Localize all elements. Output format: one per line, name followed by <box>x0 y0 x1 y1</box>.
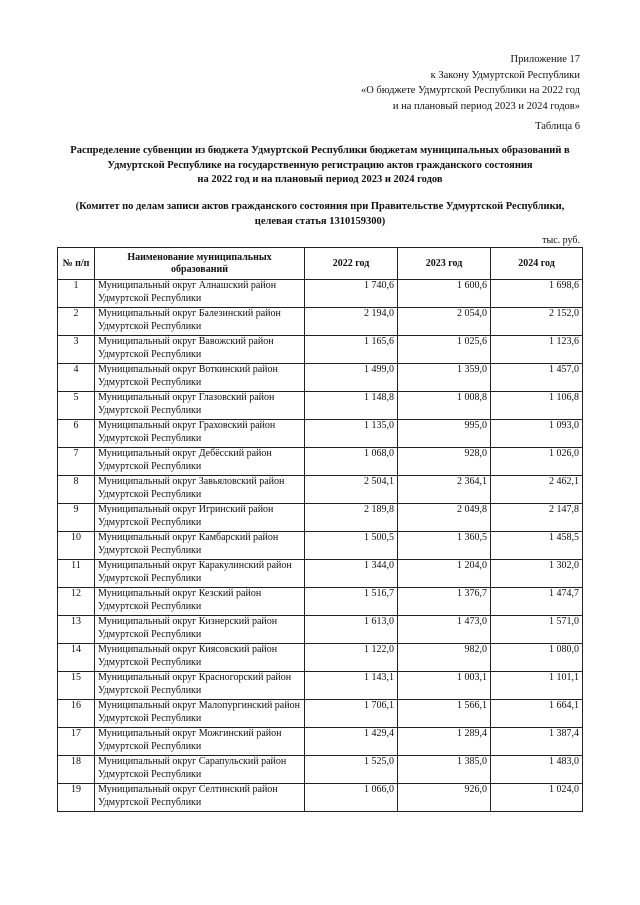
table-row <box>58 728 583 756</box>
value-2022-cell: 2 189,8 <box>305 504 398 532</box>
value-2024-cell: 1 093,0 <box>491 420 583 448</box>
col-header-2023: 2023 год <box>398 248 491 280</box>
value-2022-cell: 1 429,4 <box>305 728 398 756</box>
row-number-cell: 6 <box>58 420 95 448</box>
value-2023-cell: 1 003,1 <box>398 672 491 700</box>
row-number-cell: 14 <box>58 644 95 672</box>
municipality-name-cell: Муниципальный округ Глазовский район Удмуртской Республики <box>95 392 305 420</box>
col-header-num: № п/п <box>58 248 95 280</box>
value-2024-cell: 1 474,7 <box>491 588 583 616</box>
value-2023-cell: 1 008,8 <box>398 392 491 420</box>
value-2022-cell: 1 066,0 <box>305 784 398 812</box>
municipality-name-cell: Муниципальный округ Граховский район Удмуртской Республики <box>95 420 305 448</box>
municipality-name-cell: Муниципальный округ Селтинский район Удмуртской Республики <box>95 784 305 812</box>
value-2023-cell: 995,0 <box>398 420 491 448</box>
table-row <box>58 364 583 392</box>
row-number-cell: 10 <box>58 532 95 560</box>
col-header-name: Наименование муниципальных образований <box>95 248 305 280</box>
value-2022-cell: 1 706,1 <box>305 700 398 728</box>
value-2023-cell: 1 360,5 <box>398 532 491 560</box>
appendix-header <box>361 52 580 114</box>
row-number-cell: 9 <box>58 504 95 532</box>
row-number-cell: 12 <box>58 588 95 616</box>
table-row <box>58 420 583 448</box>
value-2023-cell: 1 025,6 <box>398 336 491 364</box>
row-number-cell: 5 <box>58 392 95 420</box>
table-row <box>58 392 583 420</box>
table-row <box>58 700 583 728</box>
subtitle-line: (Комитет по делам записи актов гражданского состояния при Правительстве Удмуртской Республики, <box>75 201 565 212</box>
row-number-cell: 1 <box>58 280 95 308</box>
value-2024-cell: 1 080,0 <box>491 644 583 672</box>
value-2024-cell: 1 387,4 <box>491 728 583 756</box>
appendix-line: «О бюджете Удмуртской Республики на 2022 год <box>360 85 580 96</box>
document-title <box>58 144 582 188</box>
value-2023-cell: 926,0 <box>398 784 491 812</box>
municipality-name-cell: Муниципальный округ Вавожский район Удмуртской Республики <box>95 336 305 364</box>
table-row <box>58 756 583 784</box>
row-number-cell: 19 <box>58 784 95 812</box>
appendix-line: к Закону Удмуртской Республики <box>430 69 580 81</box>
municipality-name-cell: Муниципальный округ Можгинский район Удмуртской Республики <box>95 728 305 756</box>
table-row <box>58 560 583 588</box>
value-2022-cell: 1 068,0 <box>305 448 398 476</box>
municipality-name-cell: Муниципальный округ Алнашский район Удмуртской Республики <box>95 280 305 308</box>
row-number-cell: 13 <box>58 616 95 644</box>
value-2024-cell: 2 462,1 <box>491 476 583 504</box>
value-2022-cell: 1 344,0 <box>305 560 398 588</box>
col-header-2022: 2022 год <box>305 248 398 280</box>
row-number-cell: 15 <box>58 672 95 700</box>
value-2022-cell: 1 740,6 <box>305 280 398 308</box>
row-number-cell: 17 <box>58 728 95 756</box>
row-number-cell: 2 <box>58 308 95 336</box>
municipality-name-cell: Муниципальный округ Воткинский район Удмуртской Республики <box>95 364 305 392</box>
value-2024-cell: 1 101,1 <box>491 672 583 700</box>
row-number-cell: 4 <box>58 364 95 392</box>
value-2023-cell: 2 054,0 <box>398 308 491 336</box>
table-row <box>58 616 583 644</box>
value-2024-cell: 1 457,0 <box>491 364 583 392</box>
municipality-name-cell: Муниципальный округ Кизнерский район Удмуртской Республики <box>95 616 305 644</box>
title-line: на 2022 год и на плановый период 2023 и 2024 годов <box>197 174 443 185</box>
table-row <box>58 644 583 672</box>
value-2024-cell: 1 458,5 <box>491 532 583 560</box>
municipality-name-cell: Муниципальный округ Малопургинский район Удмуртской Республики <box>95 700 305 728</box>
value-2022-cell: 1 500,5 <box>305 532 398 560</box>
document-subtitle <box>58 200 582 229</box>
row-number-cell: 3 <box>58 336 95 364</box>
row-number-cell: 16 <box>58 700 95 728</box>
value-2023-cell: 1 600,6 <box>398 280 491 308</box>
row-number-cell: 8 <box>58 476 95 504</box>
value-2022-cell: 1 148,8 <box>305 392 398 420</box>
value-2023-cell: 1 204,0 <box>398 560 491 588</box>
value-2024-cell: 2 152,0 <box>491 308 583 336</box>
value-2023-cell: 2 049,8 <box>398 504 491 532</box>
table-row <box>58 448 583 476</box>
value-2023-cell: 1 359,0 <box>398 364 491 392</box>
municipality-name-cell: Муниципальный округ Дебёсский район Удмуртской Республики <box>95 448 305 476</box>
value-2023-cell: 1 473,0 <box>398 616 491 644</box>
table-row <box>58 504 583 532</box>
value-2023-cell: 1 289,4 <box>398 728 491 756</box>
col-header-2024: 2024 год <box>491 248 583 280</box>
title-line: Распределение субвенции из бюджета Удмуртской Республики бюджетам муниципальных образований в <box>70 145 570 156</box>
value-2022-cell: 1 516,7 <box>305 588 398 616</box>
subvention-table <box>57 247 583 812</box>
municipality-name-cell: Муниципальный округ Каракулинский район Удмуртской Республики <box>95 560 305 588</box>
value-2022-cell: 1 525,0 <box>305 756 398 784</box>
value-2023-cell: 928,0 <box>398 448 491 476</box>
municipality-name-cell: Муниципальный округ Игринский район Удмуртской Республики <box>95 504 305 532</box>
value-2024-cell: 1 571,0 <box>491 616 583 644</box>
row-number-cell: 18 <box>58 756 95 784</box>
municipality-name-cell: Муниципальный округ Камбарский район Удмуртской Республики <box>95 532 305 560</box>
table-row <box>58 588 583 616</box>
row-number-cell: 7 <box>58 448 95 476</box>
value-2023-cell: 1 566,1 <box>398 700 491 728</box>
value-2024-cell: 1 024,0 <box>491 784 583 812</box>
municipality-name-cell: Муниципальный округ Завьяловский район Удмуртской Республики <box>95 476 305 504</box>
municipality-name-cell: Муниципальный округ Киясовский район Удмуртской Республики <box>95 644 305 672</box>
municipality-name-cell: Муниципальный округ Кезский район Удмуртской Республики <box>95 588 305 616</box>
table-row <box>58 532 583 560</box>
value-2022-cell: 1 143,1 <box>305 672 398 700</box>
value-2022-cell: 2 504,1 <box>305 476 398 504</box>
table-row <box>58 280 583 308</box>
value-2022-cell: 1 613,0 <box>305 616 398 644</box>
table-row <box>58 308 583 336</box>
value-2023-cell: 1 385,0 <box>398 756 491 784</box>
value-2024-cell: 1 123,6 <box>491 336 583 364</box>
value-2024-cell: 1 698,6 <box>491 280 583 308</box>
title-line: Удмуртской Республике на государственную регистрацию актов гражданского состояния <box>107 159 533 171</box>
row-number-cell: 11 <box>58 560 95 588</box>
table-row <box>58 672 583 700</box>
subtitle-line: целевая статья 1310159300) <box>254 215 386 227</box>
value-2024-cell: 1 664,1 <box>491 700 583 728</box>
municipality-name-cell: Муниципальный округ Балезинский район Удмуртской Республики <box>95 308 305 336</box>
value-2024-cell: 2 147,8 <box>491 504 583 532</box>
table-body <box>58 280 583 812</box>
value-2022-cell: 1 122,0 <box>305 644 398 672</box>
municipality-name-cell: Муниципальный округ Красногорский район Удмуртской Республики <box>95 672 305 700</box>
units-label: тыс. руб. <box>542 235 580 246</box>
value-2023-cell: 2 364,1 <box>398 476 491 504</box>
table-label: Таблица 6 <box>535 121 580 132</box>
value-2024-cell: 1 106,8 <box>491 392 583 420</box>
table-row <box>58 784 583 812</box>
value-2022-cell: 1 165,6 <box>305 336 398 364</box>
value-2024-cell: 1 302,0 <box>491 560 583 588</box>
table-row <box>58 476 583 504</box>
value-2023-cell: 1 376,7 <box>398 588 491 616</box>
value-2024-cell: 1 483,0 <box>491 756 583 784</box>
value-2024-cell: 1 026,0 <box>491 448 583 476</box>
table-header-row <box>58 248 583 280</box>
appendix-line: и на плановый период 2023 и 2024 годов» <box>392 100 580 112</box>
municipality-name-cell: Муниципальный округ Сарапульский район Удмуртской Республики <box>95 756 305 784</box>
table-row <box>58 336 583 364</box>
value-2023-cell: 982,0 <box>398 644 491 672</box>
value-2022-cell: 2 194,0 <box>305 308 398 336</box>
value-2022-cell: 1 499,0 <box>305 364 398 392</box>
value-2022-cell: 1 135,0 <box>305 420 398 448</box>
appendix-line: Приложение 17 <box>510 54 580 65</box>
